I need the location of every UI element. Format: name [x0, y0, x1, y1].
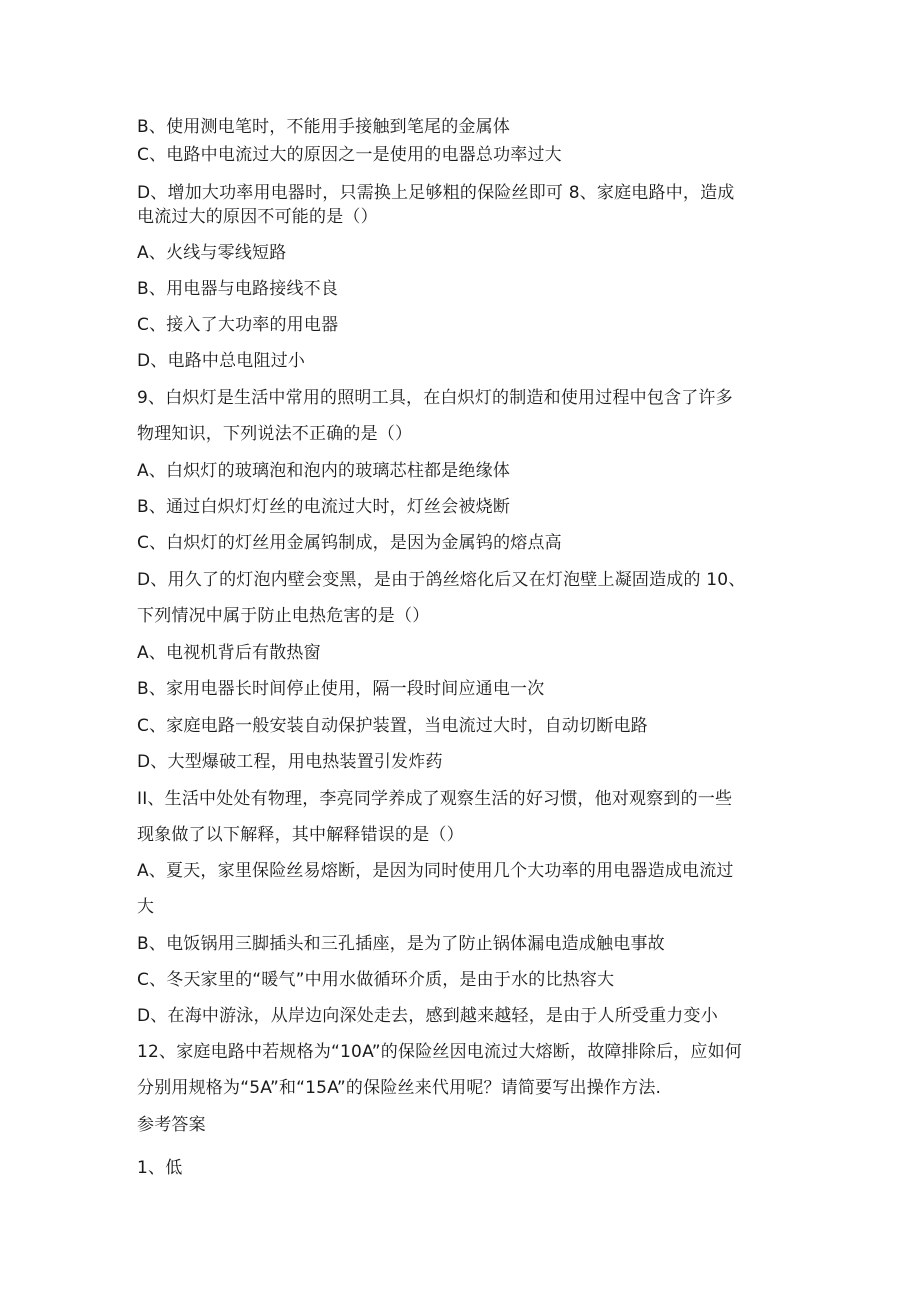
reference-answers-heading: 参考答案: [137, 1115, 206, 1135]
q10-option-b: B、家用电器长时间停止使用，隔一段时间应通电一次: [137, 679, 545, 699]
option-b-tester-line: B、使用测电笔时，不能用手接触到笔尾的金属体: [137, 117, 511, 137]
q10-option-a: A、电视机背后有散热窗: [137, 643, 321, 663]
option-d-fuse-line: D、增加大功率用电器时，只需换上足够粗的保险丝即可 8、家庭电路中，造成: [137, 183, 735, 203]
answer-1: 1、低: [137, 1158, 183, 1178]
question-9-stem-line-1: 9、白炽灯是生活中常用的照明工具，在白炽灯的制造和使用过程中包含了许多: [137, 388, 733, 408]
q11-option-b: B、电饭锅用三脚插头和三孔插座，是为了防止锅体漏电造成触电事故: [137, 934, 665, 954]
q9-option-c: C、白炽灯的灯丝用金属钨制成，是因为金属钨的熔点高: [137, 533, 562, 553]
q9-option-d-line: D、用久了的灯泡内壁会变黑，是由于鸽丝熔化后又在灯泡壁上凝固造成的 10、: [137, 570, 746, 590]
q8-option-d: D、电路中总电阻过小: [137, 351, 306, 371]
q8-option-b: B、用电器与电路接线不良: [137, 279, 339, 299]
q9-option-a: A、白炽灯的玻璃泡和泡内的玻璃芯柱都是绝缘体: [137, 461, 511, 481]
q11-option-d: D、在海中游泳，从岸边向深处走去，感到越来越轻，是由于人所受重力变小: [137, 1006, 718, 1026]
question-11-stem-line-2: 现象做了以下解释，其中解释错误的是（）: [137, 825, 464, 845]
q11-option-a-line-1: A、夏天，家里保险丝易熔断，是因为同时使用几个大功率的用电器造成电流过: [137, 861, 734, 881]
question-12-stem-line-1: 12、家庭电路中若规格为“10A”的保险丝因电流过大熔断，故障排除后，应如何: [137, 1042, 743, 1062]
q8-option-c: C、接入了大功率的用电器: [137, 315, 339, 335]
q11-option-c: C、冬天家里的“暖气”中用水做循环介质，是由于水的比热容大: [137, 970, 615, 990]
q10-option-c: C、家庭电路一般安装自动保护装置，当电流过大时，自动切断电路: [137, 716, 648, 736]
option-c-current-line: C、电路中电流过大的原因之一是使用的电器总功率过大: [137, 145, 562, 165]
q10-option-d: D、大型爆破工程，用电热装置引发炸药: [137, 752, 443, 772]
question-10-stem-line: 下列情况中属于防止电热危害的是（）: [137, 606, 430, 626]
question-11-stem-line-1: II、生活中处处有物理，李亮同学养成了观察生活的好习惯，他对观察到的一些: [137, 789, 733, 809]
q8-option-a: A、火线与零线短路: [137, 243, 287, 263]
question-8-stem-line: 电流过大的原因不可能的是（）: [137, 207, 378, 227]
question-9-stem-line-2: 物理知识，下列说法不正确的是（）: [137, 424, 413, 444]
q9-option-b: B、通过白炽灯灯丝的电流过大时，灯丝会被烧断: [137, 497, 511, 517]
q11-option-a-line-2: 大: [137, 897, 155, 917]
question-12-stem-line-2: 分别用规格为“5A”和“15A”的保险丝来代用呢？请简要写出操作方法.: [137, 1078, 662, 1098]
